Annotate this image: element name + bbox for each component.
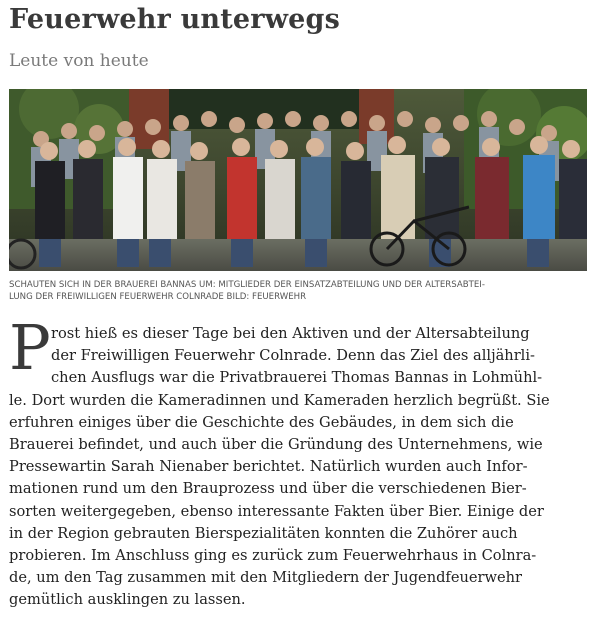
photo-caption — [9, 279, 587, 303]
drop-cap: P — [9, 311, 51, 384]
body-line: in der Region gebrauten Bierspezialitäten konnten die Zuhörer auch — [9, 524, 518, 542]
body-line: rost hieß es dieser Tage bei den Aktiven und der Altersabteilung — [51, 325, 530, 342]
caption-line: LUNG DER FREIWILLIGEN FEUERWEHR COLNRADE BILD: FEUERWEHR — [9, 292, 307, 302]
body-line: sorten weitergegeben, ebenso interessante Fakten über Bier. Einige der — [9, 502, 544, 520]
body-line: Brauerei befindet, und auch über die Gründung des Unternehmens, wie — [9, 435, 543, 453]
article-subheadline: Leute von heute — [9, 51, 149, 71]
body-line: gemütlich ausklingen zu lassen. — [9, 591, 246, 609]
body-line: der Freiwilligen Feuerwehr Colnrade. Denn das Ziel des alljährli- — [51, 347, 535, 365]
body-line: le. Dort wurden die Kameradinnen und Kameraden herzlich begrüßt. Sie — [9, 391, 550, 409]
article-body — [9, 311, 589, 611]
article-photo[interactable] — [9, 89, 587, 271]
body-line: Pressewartin Sarah Nienaber berichtet. Natürlich wurden auch Infor- — [9, 458, 528, 476]
body-line: erfuhren einiges über die Geschichte des Gebäudes, in dem sich die — [9, 413, 514, 431]
body-line: mationen rund um den Brauprozess und über die verschiedenen Bier- — [9, 480, 527, 498]
article-headline: Feuerwehr unterwegs — [9, 4, 341, 35]
caption-line: SCHAUTEN SICH IN DER BRAUEREI BANNAS UM: MITGLIEDER DER EINSATZABTEILUNG UND DER ALTERSABTEI- — [9, 280, 485, 290]
group-photo-illustration — [9, 89, 587, 271]
body-line: chen Ausflugs war die Privatbrauerei Thomas Bannas in Lohmühl- — [51, 369, 543, 387]
body-line: probieren. Im Anschluss ging es zurück zum Feuerwehrhaus in Colnra- — [9, 546, 537, 564]
body-line: de, um den Tag zusammen mit den Mitgliedern der Jugendfeuerwehr — [9, 569, 522, 587]
